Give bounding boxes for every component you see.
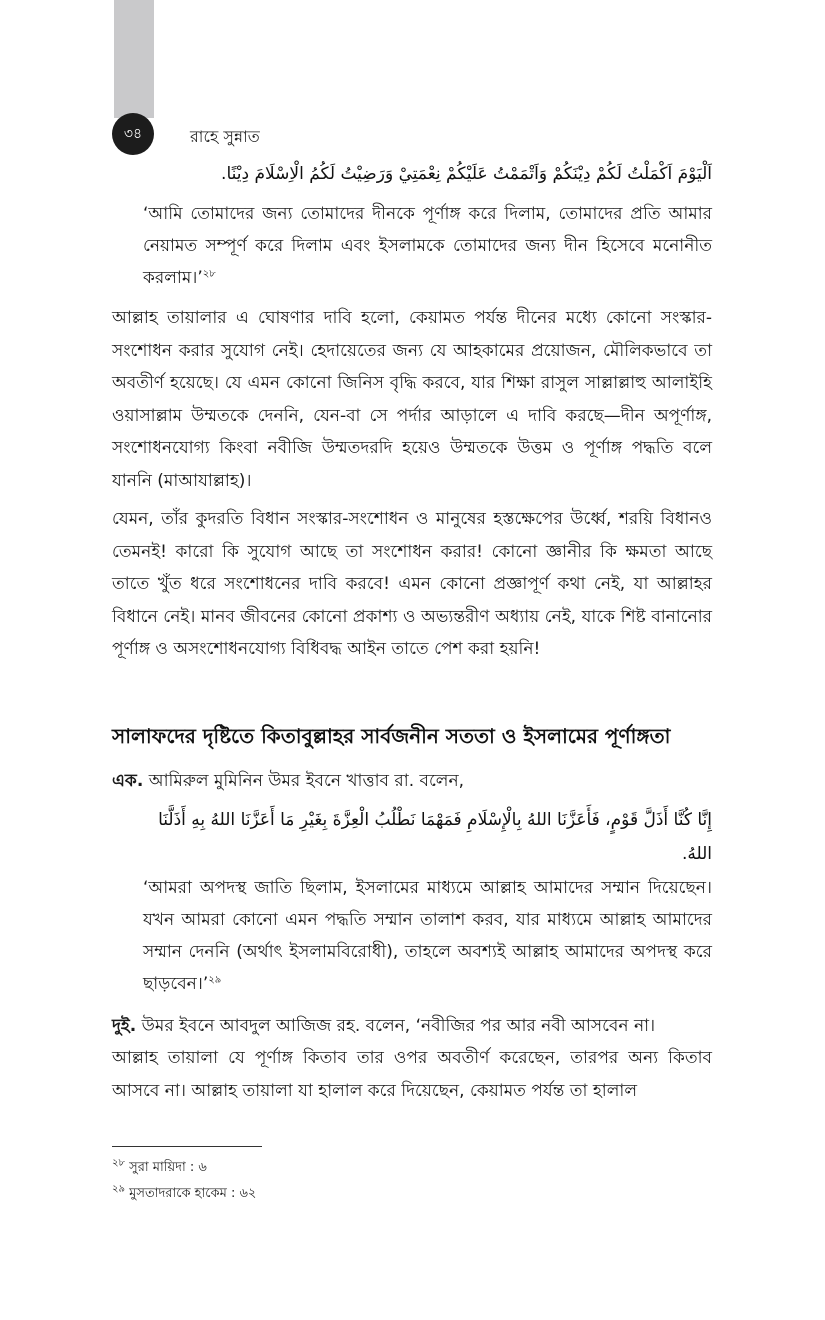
item-two-continuation: আল্লাহ তায়ালা যে পূর্ণাঙ্গ কিতাব তার ওপর অবতীর্ণ করেছেন, তারপর অন্য কিতাব আসবে না। আল্লাহ তায়ালা যা হালাল করে দিয়েছেন, কেয়ামত পর্যন্ত তা হালাল (112, 1048, 712, 1101)
footnote-divider (112, 1146, 262, 1147)
item-one-text: আমিরুল মুমিনিন উমর ইবনে খাত্তাব রা. বলেন, (148, 771, 465, 791)
umar-quote-arabic: إِنَّا كُنَّا أَذَلَّ قَوْمٍ، فَأَعَزَّنَا اللهُ بِالْإِسْلَامِ فَمَهْمَا نَطْلُبُ الْعِزَّةَ بِغَيْرِ مَا أَعَزَّنَا اللهُ بِهِ أَذَلَّنَا اللهُ. (158, 810, 712, 864)
umar-quote-translation-text: ‘আমরা অপদস্থ জাতি ছিলাম, ইসলামের মাধ্যমে আল্লাহ আমাদের সম্মান দিয়েছেন। যখন আমরা কোনো এমন পদ্ধতি সম্মান তালাশ করব, যার মাধ্যমে আল্লাহ আমাদের সম্মান দেননি (অর্থাৎ ইসলামবিরোধী), তাহলে অবশ্যই আল্লাহ আমাদের অপদস্থ করে ছাড়বেন।’ (143, 878, 712, 994)
footnote-28-text: সুরা মায়িদা : ৬ (129, 1160, 207, 1175)
footnote-29-text: মুসতাদরাকে হাকেম : ৬২ (129, 1186, 257, 1201)
item-two (112, 1010, 712, 1043)
item-one (112, 765, 712, 798)
verse-translation (143, 198, 712, 294)
footnote-28 (112, 1158, 207, 1179)
item-one-label: এক. (112, 771, 144, 791)
paragraph-2: যেমন, তাঁর কুদরতি বিধান সংস্কার-সংশোধন ও মানুষের হস্তক্ষেপের উর্ধ্বে, শরয়ি বিধানও তেমনই! কারো কি সুযোগ আছে তা সংশোধন করার! কোনো জ্ঞানীর কি ক্ষমতা আছে তাতে খুঁত ধরে সংশোধনের দাবি করবে! এমন কোনো প্রজ্ঞাপূর্ণ কথা নেই, যা আল্লাহর বিধানে নেই। মানব জীবনের কোনো প্রকাশ্য ও অভ্যন্তরীণ অধ্যায় নেই, যাকে শিষ্ট বানানোর পূর্ণাঙ্গ ও অসংশোধনযোগ্য বিধিবদ্ধ আইন তাতে পেশ করা হয়নি! (112, 509, 712, 659)
footnote-29-number: ২৯ (112, 1183, 125, 1195)
section-heading: সালাফদের দৃষ্টিতে কিতাবুল্লাহর সার্বজনীন সততা ও ইসলামের পূর্ণাঙ্গতা (112, 724, 671, 748)
footnote-28-number: ২৮ (112, 1157, 125, 1169)
page-edge-tab (114, 0, 154, 118)
umar-quote-translation (143, 872, 712, 1000)
running-title: রাহে সুন্নাত (190, 127, 260, 146)
footnote-ref-28[interactable]: ২৮ (202, 268, 216, 280)
item-two-text: উমর ইবনে আবদুল আজিজ রহ. বলেন, ‘নবীজির পর আর নবী আসবেন না। (141, 1016, 656, 1036)
footnote-29 (112, 1184, 256, 1205)
paragraph-1: আল্লাহ তায়ালার এ ঘোষণার দাবি হলো, কেয়ামত পর্যন্ত দীনের মধ্যে কোনো সংস্কার-সংশোধন করার সুযোগ নেই। হেদায়েতের জন্য যে আহকামের প্রয়োজন, মৌলিকভাবে তা অবতীর্ণ হয়েছে। যে এমন কোনো জিনিস বৃদ্ধি করবে, যার শিক্ষা রাসুল সাল্লাল্লাহু আলাইহি ওয়াসাল্লাম উম্মতকে দেননি, যেন-বা সে পর্দার আড়ালে এ দাবি করছে—দীন অপূর্ণাঙ্গ, সংশোধনযোগ্য কিংবা নবীজি উম্মতদরদি হয়েও উম্মতকে উত্তম ও পূর্ণাঙ্গ পদ্ধতি বলে যাননি (মাআযাল্লাহ)। (112, 308, 712, 491)
item-two-label: দুই. (112, 1016, 137, 1036)
verse-translation-text: ‘আমি তোমাদের জন্য তোমাদের দীনকে পূর্ণাঙ্গ করে দিলাম, তোমাদের প্রতি আমার নেয়ামত সম্পূর্ণ করে দিলাম এবং ইসলামকে তোমাদের জন্য দীন হিসেবে মনোনীত করলাম।’ (143, 204, 712, 288)
quran-verse-arabic: اَلْيَوْمَ اَكْمَلْتُ لَكُمْ دِيْنَكُمْ وَاَتْمَمْتُ عَلَيْكُمْ نِعْمَتِيْ وَرَضِيْتُ لَكُمُ الْاِسْلَامَ دِيْنًا. (221, 164, 712, 184)
page-number-badge: ৩৪ (112, 113, 154, 155)
footnote-ref-29[interactable]: ২৯ (208, 974, 222, 986)
